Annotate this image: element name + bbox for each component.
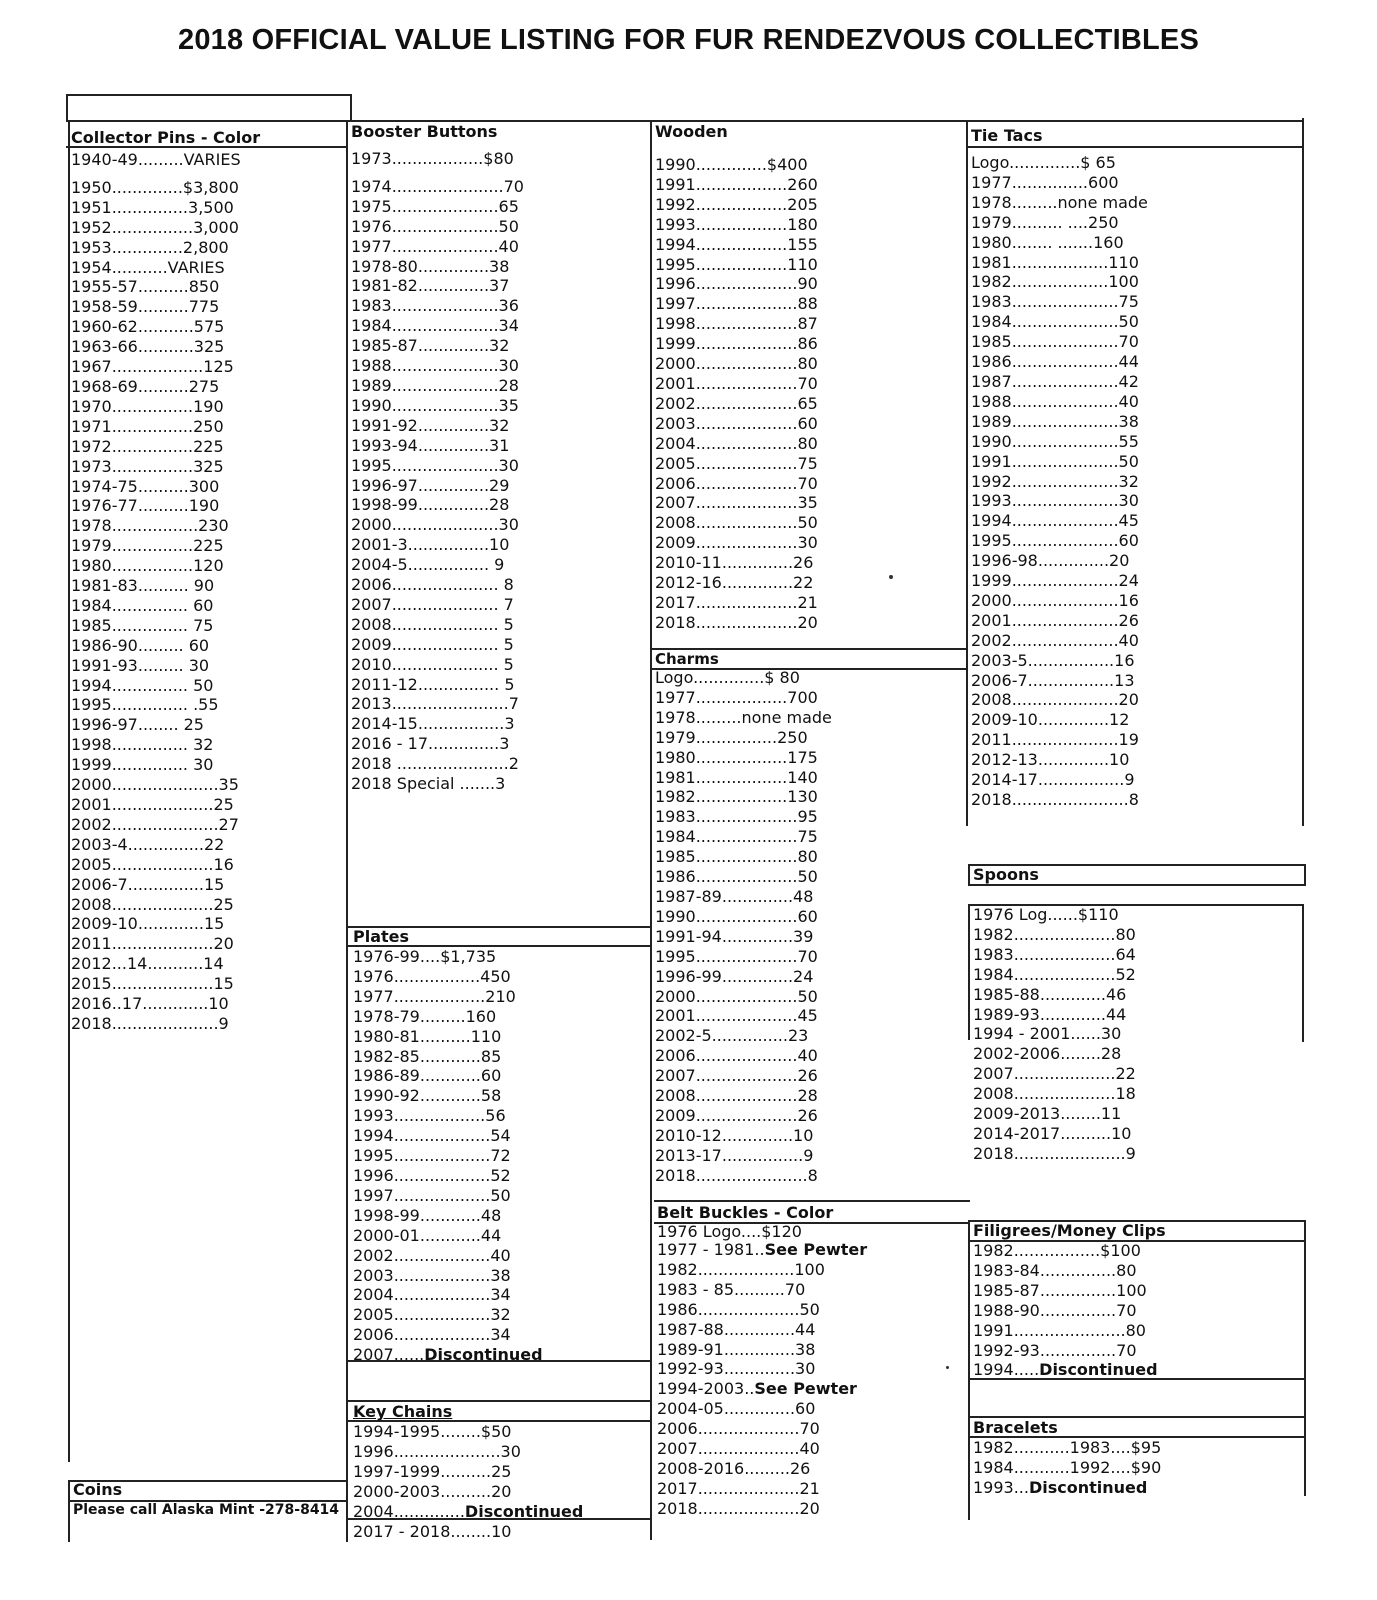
list-item: 2009-10..............12 <box>971 710 1130 730</box>
key-chains-list <box>350 1422 650 1541</box>
list-item: 2008....................50 <box>655 513 818 533</box>
list-item: 1999............... 30 <box>71 755 214 775</box>
list-item: 1996-99..............24 <box>655 966 814 986</box>
list-item: 2006-7.................13 <box>971 670 1135 690</box>
list-item: 2002....................65 <box>655 393 818 413</box>
list-item: 2000-2003..........20 <box>353 1481 512 1501</box>
collector-pins-list <box>68 150 348 1034</box>
list-item: 2011.....................19 <box>971 730 1139 750</box>
list-item: 1993..................56 <box>353 1106 506 1126</box>
list-item: 1987-89..............48 <box>655 886 814 906</box>
belt-see-pewter-2: See Pewter <box>754 1379 857 1399</box>
divider <box>654 1200 970 1202</box>
list-item: 2002-5...............23 <box>655 1026 809 1046</box>
key-chains-disc-year: 2004.............. <box>353 1501 465 1521</box>
list-item: 1955-57..........850 <box>71 277 220 297</box>
list-item: 2000....................50 <box>655 986 818 1006</box>
list-item: 2002...................40 <box>353 1245 511 1265</box>
list-item: 1968-69..........275 <box>71 376 220 396</box>
list-item: 1998-99..............28 <box>351 495 510 515</box>
list-item: 1978.................230 <box>71 516 229 536</box>
list-item: 1974-75..........300 <box>71 476 220 496</box>
wooden-list <box>652 155 966 633</box>
list-item <box>654 1379 968 1399</box>
list-item: 1954...........VARIES <box>71 257 225 277</box>
list-item: 1989.....................28 <box>351 375 519 395</box>
collector-pins-heading: Collector Pins - Color <box>71 128 261 147</box>
list-item: 1950..............$3,800 <box>71 177 239 197</box>
list-item: 1992-93...............70 <box>973 1340 1137 1360</box>
list-item: 1985-88.............46 <box>973 984 1127 1004</box>
bracelets-heading: Bracelets <box>973 1418 1058 1437</box>
list-item: 1985....................80 <box>655 847 818 867</box>
list-item: 1990.....................55 <box>971 431 1139 451</box>
list-item: 2004-5................ 9 <box>351 555 505 575</box>
list-item: 1980........ .......160 <box>971 232 1124 252</box>
filigrees-last-year: 1994..... <box>973 1360 1040 1380</box>
list-item: 1982.................$100 <box>973 1241 1141 1260</box>
list-item: 2000.....................35 <box>71 775 239 795</box>
list-item: 2007..................... 7 <box>351 594 514 614</box>
divider <box>1304 864 1306 886</box>
list-item: 2011....................20 <box>71 934 234 954</box>
list-item: 2018....................20 <box>655 612 818 632</box>
list-item: 1994...................54 <box>353 1126 511 1146</box>
plates-heading: Plates <box>353 927 410 946</box>
key-chains-discontinued: Discontinued <box>464 1501 584 1521</box>
list-item: 1940-49.........VARIES <box>71 150 241 169</box>
scan-speck <box>889 575 893 579</box>
list-item: 1984....................52 <box>973 964 1136 984</box>
list-item: 1982...........1983....$95 <box>973 1438 1162 1457</box>
list-item: 1981-83.......... 90 <box>71 576 215 596</box>
list-item: 1985.....................70 <box>971 332 1139 352</box>
list-item: 1996-98..............20 <box>971 551 1130 571</box>
list-item: 1991-93......... 30 <box>71 655 210 675</box>
list-item: 2012...14...........14 <box>71 954 224 974</box>
list-item: 1967..................125 <box>71 357 234 377</box>
list-item: 1976-99....$1,735 <box>353 947 497 966</box>
coins-note: Please call Alaska Mint -278-8414 <box>73 1502 340 1518</box>
list-item: 1981...................110 <box>971 252 1139 272</box>
scan-speck <box>946 1366 949 1369</box>
list-item: 1982...................100 <box>971 272 1139 292</box>
list-item: 2018.......................8 <box>971 790 1139 809</box>
list-item: 2000-01............44 <box>353 1225 502 1245</box>
list-item: 1991-92..............32 <box>351 415 510 435</box>
list-item: 1993.....................30 <box>971 491 1139 511</box>
belt-buckles-section <box>654 1203 968 1519</box>
list-item: 1994 - 2001......30 <box>973 1024 1122 1044</box>
list-item: 1991-94..............39 <box>655 926 814 946</box>
list-item: 1999.....................24 <box>971 571 1139 591</box>
list-item: 2005....................16 <box>71 854 234 874</box>
collector-pins-section <box>68 128 348 1034</box>
wooden-heading: Wooden <box>655 122 728 141</box>
list-item: 2002.....................40 <box>971 630 1139 650</box>
list-item: 2002-2006........28 <box>973 1044 1122 1064</box>
list-item: 1992.....................32 <box>971 471 1139 491</box>
list-item: 2008....................25 <box>71 894 234 914</box>
coins-section <box>70 1480 348 1520</box>
list-item: 1980..................175 <box>655 747 818 767</box>
list-item: 2001....................25 <box>71 795 234 814</box>
list-item: 1981..................140 <box>655 767 818 787</box>
list-item: 1960-62...........575 <box>71 317 225 337</box>
list-item: 1951...............3,500 <box>71 197 234 217</box>
filigrees-discontinued: Discontinued <box>1039 1360 1158 1380</box>
list-item: 1980................120 <box>71 556 224 576</box>
list-item <box>970 1360 1304 1380</box>
list-item: 1979................250 <box>655 727 808 747</box>
tie-tacs-section <box>968 126 1302 810</box>
list-item: 1994............... 50 <box>71 675 214 695</box>
list-item: 1998-99............48 <box>353 1205 502 1225</box>
bracelets-list <box>970 1438 1304 1498</box>
blank-header-box <box>66 94 352 122</box>
list-item: 2018.....................9 <box>71 1013 229 1033</box>
list-item: 2000.....................30 <box>351 515 519 535</box>
list-item: 2006....................70 <box>655 473 818 493</box>
list-item: 1999....................86 <box>655 334 818 354</box>
list-item: 2013-17................9 <box>655 1145 814 1165</box>
list-item: 1952................3,000 <box>71 217 239 237</box>
list-item: 1986-90......... 60 <box>71 635 210 655</box>
list-item: 1987-88..............44 <box>657 1319 816 1339</box>
list-item: 1978-79.........160 <box>353 1006 497 1026</box>
list-item: 1995..................110 <box>655 254 818 274</box>
divider <box>1302 118 1304 826</box>
list-item: 2008..................... 5 <box>351 614 514 634</box>
list-item: 2004....................80 <box>655 433 818 453</box>
list-item: 2018....................20 <box>657 1498 820 1518</box>
list-item: 2012-16..............22 <box>655 573 814 593</box>
list-item: 1991..................260 <box>655 174 818 194</box>
list-item: 2017....................21 <box>657 1478 820 1498</box>
list-item: 2003...................38 <box>353 1265 511 1285</box>
charms-list <box>652 668 966 1186</box>
list-item: 2008....................28 <box>655 1086 818 1106</box>
list-item: 2010..................... 5 <box>351 654 514 674</box>
tie-tacs-list <box>968 153 1302 810</box>
bracelets-section <box>970 1418 1304 1498</box>
list-item: 1978.........none made <box>655 707 832 727</box>
list-item: 1991.....................50 <box>971 451 1139 471</box>
list-item: 2006....................40 <box>655 1046 818 1066</box>
list-item: 2003....................60 <box>655 413 818 433</box>
list-item: 1983 - 85..........70 <box>657 1279 806 1299</box>
list-item: 2004...................34 <box>353 1285 511 1305</box>
bracelets-last-year: 1993... <box>973 1477 1029 1497</box>
list-item: 2006-7...............15 <box>71 874 225 894</box>
list-item: 1986....................50 <box>655 867 818 887</box>
list-item: 2011-12................ 5 <box>351 674 515 694</box>
list-item: 1963-66...........325 <box>71 337 225 357</box>
list-item: 2001.....................26 <box>971 610 1139 630</box>
list-item: 1983.....................75 <box>971 292 1139 312</box>
key-chains-section <box>350 1402 650 1541</box>
bracelets-discontinued: Discontinued <box>1028 1477 1148 1497</box>
list-item: 1990.....................35 <box>351 395 519 415</box>
filigrees-section <box>970 1221 1304 1380</box>
list-item: 1974......................70 <box>351 176 524 196</box>
list-item: 1980-81..........110 <box>353 1026 502 1046</box>
list-item: Logo..............$ 65 <box>971 153 1116 172</box>
spoons-heading: Spoons <box>973 865 1039 884</box>
list-item: 1990-92............58 <box>353 1086 502 1106</box>
charms-section <box>652 650 966 1186</box>
list-item: 1998............... 32 <box>71 735 214 755</box>
list-item: 1996-97..............29 <box>351 475 510 495</box>
plates-list <box>350 947 650 1365</box>
list-item <box>970 1478 1304 1498</box>
list-item: 1982....................80 <box>973 924 1136 944</box>
list-item: 1984.....................34 <box>351 316 519 336</box>
list-item: 1993-94..............31 <box>351 435 510 455</box>
list-item: 1986-89............60 <box>353 1066 502 1086</box>
list-item: 1986.....................44 <box>971 352 1139 372</box>
list-item: 2006....................70 <box>657 1419 820 1439</box>
list-item: 1995...................72 <box>353 1146 511 1166</box>
tie-tacs-heading: Tie Tacs <box>971 126 1043 145</box>
list-item: 1994-1995........$50 <box>353 1422 512 1441</box>
list-item: 2007....................26 <box>655 1066 818 1086</box>
plates-last-year: 2007...... <box>353 1345 425 1365</box>
list-item: 2017 - 2018........10 <box>353 1521 512 1541</box>
list-item: 1993..................180 <box>655 214 818 234</box>
list-item: 2015....................15 <box>71 974 234 994</box>
list-item: 1996....................90 <box>655 274 818 294</box>
list-item: 1977.....................40 <box>351 236 519 256</box>
list-item: 1976-77..........190 <box>71 496 220 516</box>
list-item: 1984............... 60 <box>71 595 214 615</box>
list-item: 1989-93.............44 <box>973 1004 1127 1024</box>
list-item: 1973..................$80 <box>351 149 514 168</box>
list-item: 1979................225 <box>71 536 224 556</box>
list-item: 1973................325 <box>71 456 224 476</box>
list-item: 1997....................88 <box>655 294 818 314</box>
list-item: 1989-91..............38 <box>657 1339 816 1359</box>
list-item: 2009-2013........11 <box>973 1104 1122 1124</box>
list-item: 2016..17.............10 <box>71 994 229 1014</box>
belt-pewter-years-2: 1994-2003.. <box>657 1379 755 1399</box>
list-item: 1976.................450 <box>353 966 511 986</box>
list-item: 2009....................30 <box>655 533 818 553</box>
list-item: 2016 - 17..............3 <box>351 734 510 754</box>
booster-buttons-section <box>348 122 650 794</box>
list-item: 1981-82..............37 <box>351 276 510 296</box>
list-item: 2010-11..............26 <box>655 553 814 573</box>
list-item: 2000....................80 <box>655 354 818 374</box>
list-item: 1958-59..........775 <box>71 297 220 317</box>
list-item: 2014-2017..........10 <box>973 1123 1132 1143</box>
list-item: 1977..................700 <box>655 687 818 707</box>
list-item: 1975.....................65 <box>351 196 519 216</box>
list-item: 1995............... .55 <box>71 695 219 715</box>
key-chains-heading: Key Chains <box>353 1402 453 1421</box>
list-item: Logo..............$ 80 <box>655 668 800 687</box>
list-item: 1988.....................30 <box>351 356 519 376</box>
list-item: 1977...............600 <box>971 172 1119 192</box>
page-title: 2018 OFFICIAL VALUE LISTING FOR FUR RENDEZVOUS COLLECTIBLES <box>178 24 1199 56</box>
plates-section <box>350 927 650 1365</box>
list-item: 2001....................45 <box>655 1006 818 1026</box>
list-item: 1953..............2,800 <box>71 237 229 257</box>
list-item: 1978.........none made <box>971 192 1148 212</box>
list-item <box>350 1502 650 1522</box>
list-item: 2013.......................7 <box>351 694 519 714</box>
spoons-list <box>970 905 1304 1164</box>
belt-buckles-heading: Belt Buckles - Color <box>657 1203 834 1222</box>
list-item: 2003-4...............22 <box>71 834 225 854</box>
list-item: 2008-2016.........26 <box>657 1458 811 1478</box>
list-item: 1971................250 <box>71 416 224 436</box>
list-item: 2009....................26 <box>655 1105 818 1125</box>
list-item: 2018......................9 <box>973 1143 1136 1163</box>
plates-discontinued: Discontinued <box>424 1345 543 1365</box>
coins-heading: Coins <box>73 1480 123 1499</box>
list-item: 1970................190 <box>71 396 224 416</box>
list-item: 1995....................70 <box>655 946 818 966</box>
list-item: 2007....................35 <box>655 493 818 513</box>
wooden-section <box>652 122 966 633</box>
list-item: 1984...........1992....$90 <box>973 1457 1162 1477</box>
list-item: 2018......................8 <box>655 1165 818 1185</box>
list-item: 2017....................21 <box>655 592 818 612</box>
list-item: 1983....................95 <box>655 807 818 827</box>
list-item: 1986....................50 <box>657 1299 820 1319</box>
list-item: 2008.....................20 <box>971 690 1139 710</box>
list-item: 2012-13..............10 <box>971 750 1130 770</box>
list-item: 2005...................32 <box>353 1305 511 1325</box>
list-item: 2007....................40 <box>657 1439 820 1459</box>
list-item: 1977..................210 <box>353 986 516 1006</box>
list-item: 2008....................18 <box>973 1084 1136 1104</box>
list-item: 1998....................87 <box>655 314 818 334</box>
list-item <box>350 1345 650 1365</box>
list-item: 2018 Special .......3 <box>351 774 506 794</box>
list-item: 2007....................22 <box>973 1064 1136 1084</box>
list-item: 1994..................155 <box>655 234 818 254</box>
filigrees-list <box>970 1241 1304 1380</box>
list-item: 2006...................34 <box>353 1325 511 1345</box>
spoons-section <box>970 865 1304 1164</box>
filigrees-heading: Filigrees/Money Clips <box>973 1221 1166 1240</box>
list-item: 1983-84...............80 <box>973 1260 1137 1280</box>
list-item: 1976 Logo....$120 <box>657 1222 802 1241</box>
list-item <box>654 1240 968 1260</box>
list-item: 1976 Log......$110 <box>973 905 1119 924</box>
list-item: 1988-90...............70 <box>973 1300 1137 1320</box>
list-item: 1995.....................60 <box>971 531 1139 551</box>
list-item: 1982...................100 <box>657 1259 825 1279</box>
list-item: 2001-3................10 <box>351 535 510 555</box>
booster-buttons-heading: Booster Buttons <box>351 122 498 141</box>
belt-see-pewter-1: See Pewter <box>764 1240 868 1259</box>
list-item: 1985-87..............32 <box>351 336 510 356</box>
list-item: 1989.....................38 <box>971 411 1139 431</box>
list-item: 1984.....................50 <box>971 312 1139 332</box>
charms-heading: Charms <box>655 650 719 668</box>
list-item: 1972................225 <box>71 436 224 456</box>
list-item: 2004-05..............60 <box>657 1399 816 1419</box>
list-item: 1992-93..............30 <box>657 1359 816 1379</box>
belt-buckles-list <box>654 1223 968 1519</box>
list-item: 2010-12..............10 <box>655 1125 814 1145</box>
list-item: 1978-80..............38 <box>351 256 510 276</box>
list-item: 1994.....................45 <box>971 511 1139 531</box>
list-item: 1987.....................42 <box>971 371 1139 391</box>
list-item: 1982-85............85 <box>353 1046 502 1066</box>
list-item: 1990..............$400 <box>655 155 808 174</box>
list-item: 2002.....................27 <box>71 814 239 834</box>
list-item: 1992..................205 <box>655 194 818 214</box>
list-item: 2014-17.................9 <box>971 770 1135 790</box>
divider <box>1304 1220 1306 1496</box>
list-item: 2009-10.............15 <box>71 914 225 934</box>
list-item: 1983.....................36 <box>351 296 519 316</box>
booster-buttons-list <box>348 149 650 794</box>
belt-pewter-years-1: 1977 - 1981.. <box>657 1240 765 1259</box>
list-item: 1991......................80 <box>973 1320 1146 1340</box>
list-item: 1995.....................30 <box>351 455 519 475</box>
list-item: 1985-87...............100 <box>973 1280 1147 1300</box>
list-item: 2001....................70 <box>655 373 818 393</box>
list-item: 2014-15.................3 <box>351 714 515 734</box>
list-item: 1982..................130 <box>655 787 818 807</box>
list-item: 1996-97........ 25 <box>71 715 204 735</box>
list-item: 2003-5.................16 <box>971 650 1135 670</box>
list-item: 2005....................75 <box>655 453 818 473</box>
list-item: 2009..................... 5 <box>351 634 514 654</box>
list-item: 2018 ......................2 <box>351 754 519 774</box>
list-item: 1996.....................30 <box>353 1441 521 1461</box>
list-item: 1983....................64 <box>973 944 1136 964</box>
list-item: 1996...................52 <box>353 1165 511 1185</box>
list-item: 1997...................50 <box>353 1185 511 1205</box>
list-item: 1990....................60 <box>655 906 818 926</box>
list-item: 2006..................... 8 <box>351 575 514 595</box>
list-item: 2000.....................16 <box>971 590 1139 610</box>
list-item: 1988.....................40 <box>971 391 1139 411</box>
list-item: 1985............... 75 <box>71 615 214 635</box>
list-item: 1976.....................50 <box>351 216 519 236</box>
list-item: 1984....................75 <box>655 827 818 847</box>
list-item: 1979.......... ....250 <box>971 212 1119 232</box>
list-item: 1997-1999..........25 <box>353 1461 512 1481</box>
